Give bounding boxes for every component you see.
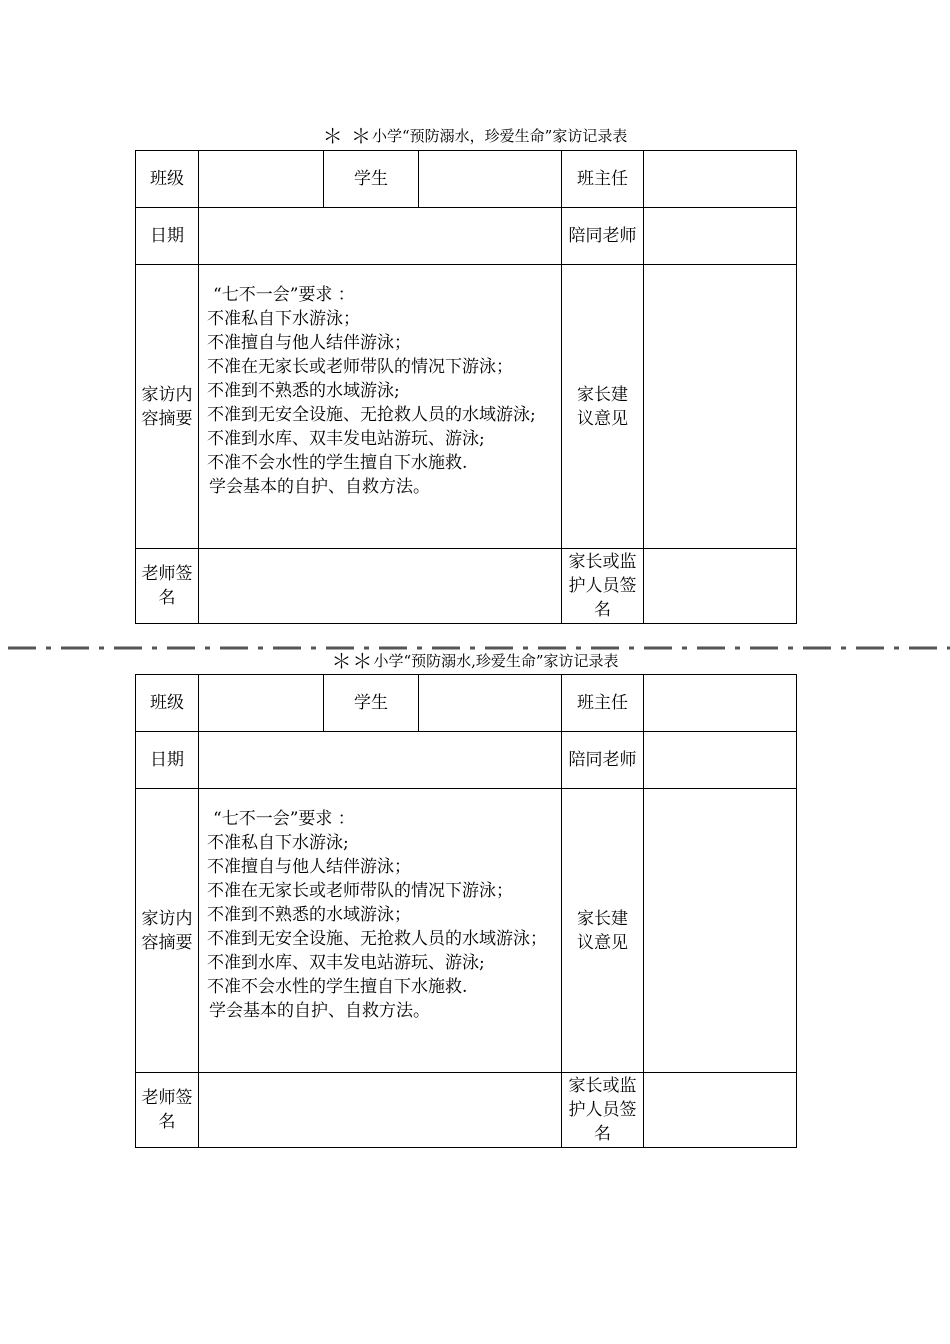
teacher-signature-field[interactable] — [199, 1073, 562, 1148]
requirement-item: 不准在无家长或老师带队的情况下游泳； — [207, 881, 513, 901]
label-visit-summary: 家访内容摘要 — [136, 265, 199, 549]
student-field[interactable] — [419, 675, 562, 732]
label-teacher-signature: 老师签名 — [136, 549, 199, 624]
label-student: 学生 — [324, 675, 419, 732]
form-title — [0, 651, 950, 671]
requirement-item: 不准到不熟悉的水域游泳; — [207, 381, 400, 401]
label-parent-opinion: 家长建议意见 — [562, 789, 644, 1073]
date-field[interactable] — [199, 732, 562, 789]
requirement-item: 不准到无安全设施、无抢救人员的水域游泳; — [207, 405, 536, 425]
class-field[interactable] — [199, 151, 324, 208]
guardian-signature-field[interactable] — [644, 1073, 797, 1148]
requirements-title: “七不一会”要求 ： — [213, 285, 355, 305]
record-table — [135, 150, 797, 624]
form-title — [0, 126, 950, 146]
requirement-final: 学会基本的自护、自救方法。 — [209, 1001, 430, 1021]
label-class: 班级 — [136, 675, 199, 732]
student-field[interactable] — [419, 151, 562, 208]
label-date: 日期 — [136, 732, 199, 789]
requirement-item: 不准擅自与他人结伴游泳； — [207, 333, 411, 353]
guardian-signature-field[interactable] — [644, 549, 797, 624]
label-head-teacher: 班主任 — [562, 675, 644, 732]
requirement-item: 不准不会水性的学生擅自下水施救. — [207, 977, 468, 997]
requirement-item: 不准擅自与他人结伴游泳； — [207, 857, 411, 877]
requirement-item: 不准私自下水游泳； — [207, 309, 360, 329]
label-guardian-signature: 家长或监护人员签名 — [562, 1073, 644, 1148]
requirement-item: 不准到水库、双丰发电站游玩、游泳; — [207, 953, 485, 973]
title-stars: ＊ ＊ — [322, 124, 372, 148]
teacher-signature-field[interactable] — [199, 549, 562, 624]
requirement-item: 不准在无家长或老师带队的情况下游泳； — [207, 357, 513, 377]
requirement-item: 不准到水库、双丰发电站游玩、游泳; — [207, 429, 485, 449]
label-accompany-teacher: 陪同老师 — [562, 208, 644, 265]
visit-summary-content — [199, 789, 562, 1073]
parent-opinion-field[interactable] — [644, 789, 797, 1073]
label-parent-opinion: 家长建议意见 — [562, 265, 644, 549]
requirements-title: “七不一会”要求 ： — [213, 809, 355, 829]
requirement-item: 不准私自下水游泳; — [207, 833, 349, 853]
label-visit-summary: 家访内容摘要 — [136, 789, 199, 1073]
requirement-final: 学会基本的自护、自救方法。 — [209, 477, 430, 497]
cut-line-divider — [0, 646, 950, 650]
label-guardian-signature: 家长或监护人员签名 — [562, 549, 644, 624]
head-teacher-field[interactable] — [644, 675, 797, 732]
title-text: 小学“预防溺水，珍爱生命”家访记录表 — [372, 127, 628, 145]
label-student: 学生 — [324, 151, 419, 208]
accompany-teacher-field[interactable] — [644, 208, 797, 265]
label-accompany-teacher: 陪同老师 — [562, 732, 644, 789]
class-field[interactable] — [199, 675, 324, 732]
requirement-item: 不准到不熟悉的水域游泳； — [207, 905, 411, 925]
label-head-teacher: 班主任 — [562, 151, 644, 208]
requirement-item: 不准不会水性的学生擅自下水施救. — [207, 453, 468, 473]
accompany-teacher-field[interactable] — [644, 732, 797, 789]
label-teacher-signature: 老师签名 — [136, 1073, 199, 1148]
parent-opinion-field[interactable] — [644, 265, 797, 549]
label-class: 班级 — [136, 151, 199, 208]
title-text: 小学“预防溺水,珍爱生命”家访记录表 — [373, 652, 619, 670]
label-date: 日期 — [136, 208, 199, 265]
title-stars: ＊＊ — [331, 649, 374, 673]
visit-summary-content — [199, 265, 562, 549]
requirement-item: 不准到无安全设施、无抢救人员的水域游泳； — [207, 929, 547, 949]
head-teacher-field[interactable] — [644, 151, 797, 208]
record-table — [135, 674, 797, 1148]
date-field[interactable] — [199, 208, 562, 265]
